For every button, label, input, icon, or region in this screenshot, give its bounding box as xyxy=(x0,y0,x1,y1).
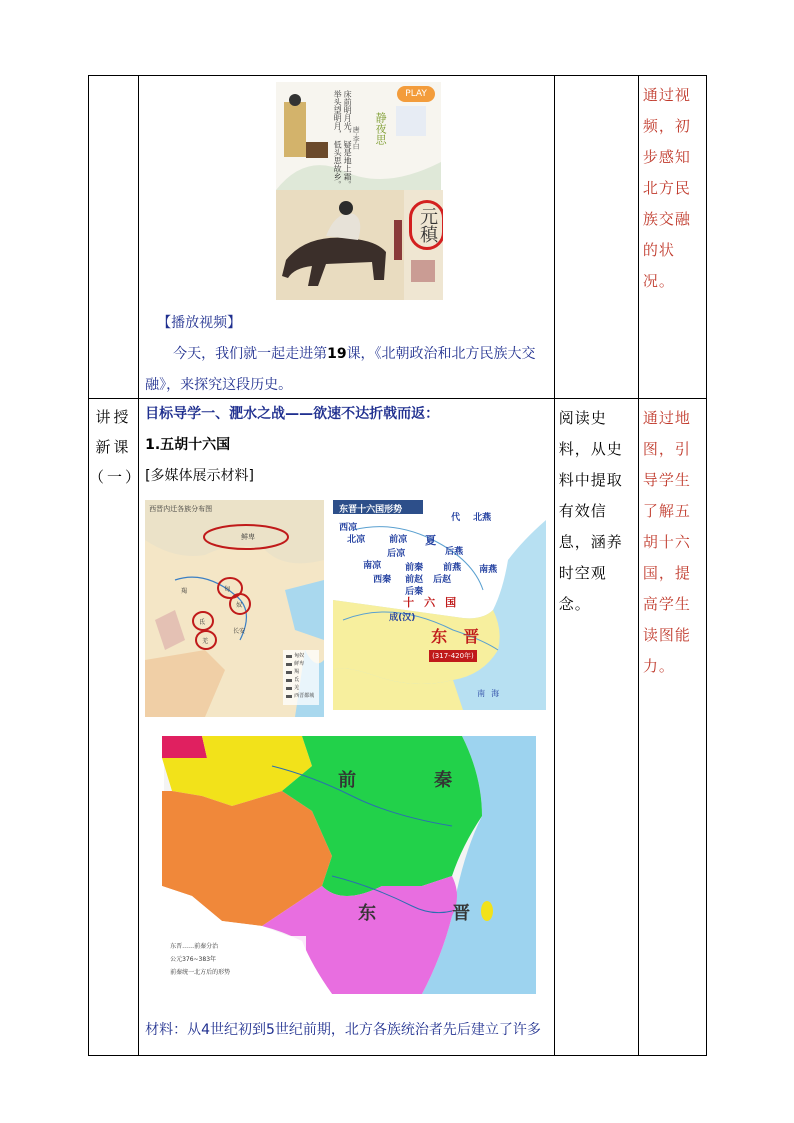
map1-label-xianbei: 鲜卑 xyxy=(241,533,256,541)
map-western-jin-ethnic xyxy=(145,500,324,717)
map2-state-chenghan: 成(汉) xyxy=(389,613,416,623)
map-eastern-jin-sixteen-kingdoms xyxy=(333,500,546,710)
stage-label: 讲授新课（一） xyxy=(89,408,144,486)
map1-label-di: 氐 xyxy=(199,619,206,626)
content-cell-intro xyxy=(139,76,555,399)
note-cell-intro xyxy=(638,76,706,399)
map2-state-qianliang: 前凉 xyxy=(389,535,408,545)
map2-state-qianyan: 前燕 xyxy=(443,563,462,573)
map1-legend-6: 西晋都城 xyxy=(294,693,315,699)
activity-cell-intro xyxy=(554,76,638,399)
teacher-note-intro: 通过视频，初步感知北方民族交融的状况。 xyxy=(642,86,691,290)
map2-state-xiliang: 西凉 xyxy=(339,523,358,533)
map2-ten-six: 十六国 xyxy=(403,596,467,609)
poem-line-1: 床前明月光， xyxy=(343,90,353,138)
map2-state-qianzhao: 前赵 xyxy=(405,575,424,585)
lesson-title-b: 融》 xyxy=(145,377,167,393)
map3-legend xyxy=(170,940,230,979)
map3-legend-1: 东晋……前秦分治 xyxy=(170,943,219,950)
map2-state-houyan: 后燕 xyxy=(445,547,464,557)
content-cell-lecture xyxy=(139,399,555,1056)
map1-label-capital: 长安 xyxy=(233,628,246,635)
map2-state-nanyan: 南燕 xyxy=(479,565,498,575)
map3-legend-2: 公元376~383年 xyxy=(170,956,217,963)
map1-legend-5: 羌 xyxy=(294,685,300,691)
stage-cell-empty xyxy=(89,76,139,399)
map2-state-dai: 代 xyxy=(451,513,461,523)
map2-years: (317-420年) xyxy=(429,650,477,662)
activity-cell-lecture xyxy=(554,399,638,1056)
map3-label-jin: 晋 xyxy=(452,903,471,924)
table-row-lecture xyxy=(89,399,707,1056)
map3-label-qin: 秦 xyxy=(434,770,453,791)
poem-author: 唐·李白 xyxy=(352,126,361,150)
play-badge[interactable]: PLAY xyxy=(397,86,435,102)
intro-paragraph xyxy=(139,339,554,401)
goal-heading: 目标导学一、淝水之战——欲速不达折戟而返： xyxy=(145,406,440,422)
teacher-note-lecture: 通过地图，引导学生了解五胡十六国，提高学生读图能力。 xyxy=(642,409,691,675)
horseman-painting xyxy=(276,190,443,300)
map1-label-jie: 羯 xyxy=(181,588,188,595)
poem-lines xyxy=(332,90,352,190)
media-label: [多媒体展示材料] xyxy=(145,468,255,484)
map1-legend-1: 匈奴 xyxy=(294,653,305,659)
map2-state-qianqin: 前秦 xyxy=(405,563,424,573)
map1-label-xiongnu-b: 奴 xyxy=(236,602,243,609)
map2-state-xiqin: 西秦 xyxy=(373,575,392,585)
sub-heading: 1.五胡十六国 xyxy=(145,437,231,453)
map2-state-houqin: 后秦 xyxy=(405,587,424,597)
map2-state-houliang: 后凉 xyxy=(387,549,406,559)
intro-text-a: 今天，我们就一起走进第 xyxy=(173,346,328,362)
stage-cell-lecture xyxy=(89,399,144,1056)
note-cell-lecture xyxy=(638,399,706,1056)
map2-dongjin: 东 晋 xyxy=(431,627,480,646)
map3-label-dong: 东 xyxy=(358,903,377,924)
student-activity: 阅读史料，从史料中提取有效信息，涵养时空观念。 xyxy=(558,409,623,613)
table-row-intro xyxy=(89,76,707,399)
map1-legend-2: 鲜卑 xyxy=(294,661,305,667)
video-thumbnail-poem[interactable] xyxy=(276,82,441,190)
map1-label-qiang: 羌 xyxy=(202,638,209,645)
intro-text-c: ，来探究这段历史。 xyxy=(166,377,293,393)
lesson-plan-table xyxy=(88,75,707,1056)
map2-sea: 南海 xyxy=(477,689,506,698)
material-text: 材料：从4世纪初到5世纪前期，北方各族统治者先后建立了许多 xyxy=(145,1022,541,1038)
poem-line-3: 举头望明月， xyxy=(333,90,343,138)
map1-legend-4: 氐 xyxy=(294,677,300,683)
poem-line-2: 疑是地上霜。 xyxy=(343,140,353,189)
map1-label-xiongnu-a: 匈 xyxy=(224,586,231,593)
seal-text: 元稹 xyxy=(409,200,443,250)
map3-legend-3: 前秦统一北方后的形势 xyxy=(170,969,231,976)
map2-state-xia: 夏 xyxy=(425,534,437,547)
map1-legend-3: 羯 xyxy=(294,669,300,675)
map2-title: 东晋十六国形势 xyxy=(339,505,403,515)
play-video-label[interactable]: 【播放视频】 xyxy=(157,315,242,331)
map2-state-nanliang: 南凉 xyxy=(363,561,382,571)
map2-state-beiliang: 北凉 xyxy=(347,535,366,545)
map1-title: 西晋内迁各族分布图 xyxy=(149,505,213,513)
map3-label-qian: 前 xyxy=(338,770,357,791)
lesson-number: 19 xyxy=(327,346,347,362)
poem-line-4: 低头思故乡。 xyxy=(333,140,343,189)
map-former-qin-eastern-jin xyxy=(162,736,536,994)
poem-title: 静夜思 xyxy=(374,112,388,145)
intro-text-b: 课， xyxy=(346,346,375,362)
map2-state-houzhao: 后赵 xyxy=(433,575,452,585)
map1-legend xyxy=(294,652,314,700)
lesson-title-a: 《北朝政治和北方民族大交 xyxy=(374,346,536,362)
map2-state-beiyan: 北燕 xyxy=(473,513,492,523)
